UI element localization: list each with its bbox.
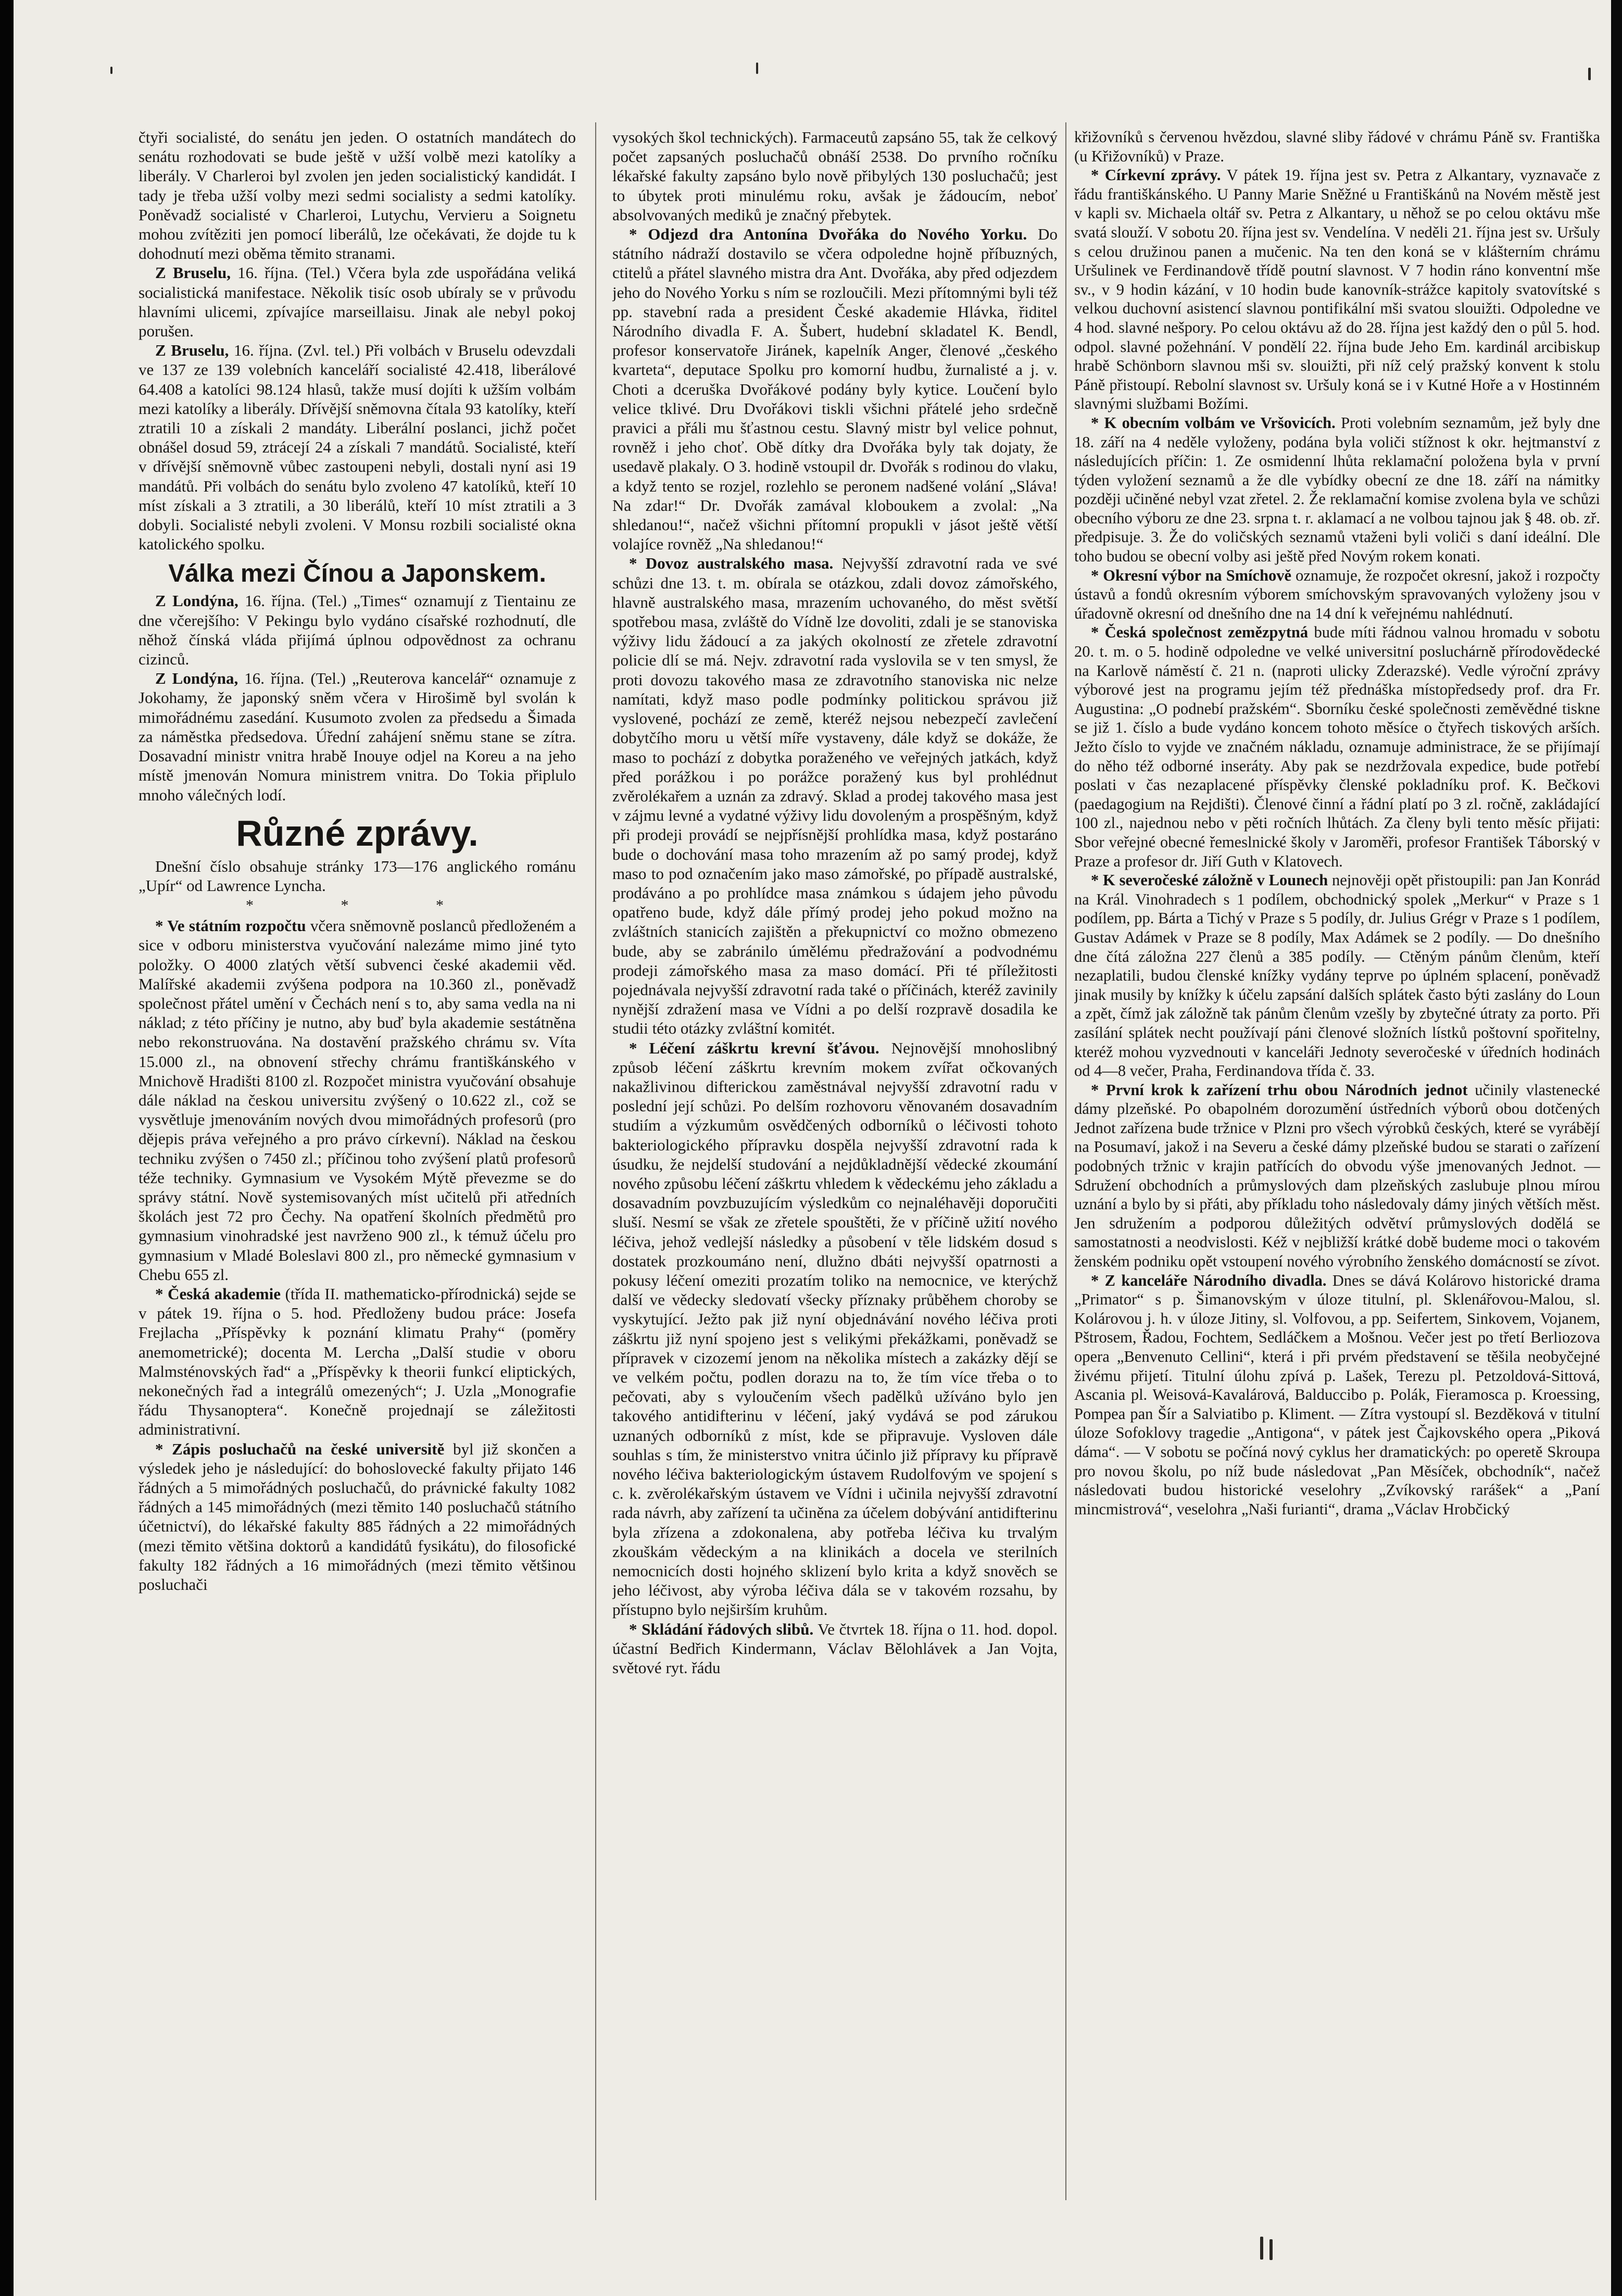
article-paragraph	[1074, 1271, 1600, 1519]
item-heading: * K severočeské záložně v Lounech	[1091, 871, 1328, 889]
column-rule	[595, 122, 596, 2200]
article-paragraph	[612, 554, 1058, 1038]
scan-mark	[1260, 2237, 1263, 2260]
item-heading: * Církevní zprávy.	[1091, 166, 1221, 184]
article-paragraph	[1074, 871, 1600, 1081]
article-paragraph	[139, 669, 576, 804]
column-1	[139, 128, 576, 2190]
scan-left-edge	[0, 0, 14, 2296]
scan-mark	[1269, 2239, 1273, 2260]
article-text: 16. října. (Zvl. tel.) Při volbách v Bruselu odevzdali ve 137 ze 139 volebních kanceláří socialisté 42.418, liberálové 64.408 a katolíci 98.124 hlasů, takže musí dojíti k užším volbám mezi katolíky a liberály. Dřívější sněmovna čítala 93 katolíky, kteří ztratili 10 a získali 2 mandáty. Liberální poslanci, jichž počet obnášel dosud 59, ztrácejí 24 a získali 7 mandátů. Socialisté, kteří v dřívější sněmovně vůbec zastoupeni nebyli, dostali nyní asi 19 mandátů. Při volbách do senátu bylo zvoleno 47 katolíků, kteří 10 míst získali a 3 ztratili, a 30 liberálů, kteří 10 míst ztratili a 3 dobyli. Socialisté nebyli zvoleni. V Monsu rozbili socialisté okna katolického spolku.	[139, 341, 576, 554]
article-paragraph: čtyři socialisté, do senátu jen jeden. O ostatních mandátech do senátu rozhodovati se bude ještě v užší volbě mezi katolíky a liberály. V Charleroi byl zvolen jen jeden socialistický kandidát. I tady je třeba užší volby mezi sedmi socialisty a sedmi katolíky. Poněvadž socialisté v Charleroi, Lutychu, Vervieru a Soignetu mohou zvítěziti jen pomocí liberálů, lze očekávati, že dojde tu k dohodnutí mezi oběma těmito stranami.	[139, 128, 576, 263]
item-heading: * K obecním volbám ve Vršovicích.	[1091, 413, 1336, 432]
article-text: bude míti řádnou valnou hromadu v sobotu 20. t. m. o 5. hodině odpoledne ve velké universitní posluchárně přírodovědecké na Karlově náměstí č. 21 n. (naproti ulicky Zderazské). Vedle výroční zprávy výborové jest na programu jejím též přednáška místopředsedy prof. dra Fr. Augustina: „O podnebí pražském“. Sborníku české společnosti zeměvědné tiskne se již 1. číslo a bude vydáno koncem tohoto měsíce o čtyřech tiskových arších. Ježto číslo to vyjde ve značném nákladu, oznamuje administrace, že se přijímají do něho též odborné inseráty. Aby pak se nezdržovala expedice, bude potřebí poslati v čas nezaplacené příspěvky členské pokladníku prof. K. Bečkovi (paedagogium na Rejdišti). Členové činní a řádní platí po 3 zl. ročně, zakládající 100 zl., najednou nebo v pěti ročních lhůtách. Za členy byli tento měsíc přijati: Sbor veřejné obecné řemeslnické školy v Jaroměři, profesor František Táborský v Praze a profesor dr. Jiří Guth v Klatovech.	[1074, 623, 1600, 870]
article-paragraph	[139, 341, 576, 554]
article-paragraph	[139, 1284, 576, 1439]
scan-mark	[756, 62, 758, 74]
article-text: včera sněmovně poslanců předloženém a sice v odboru ministerstva vyučování nalezáme mimo jiné tyto položky. O 4000 zlatých větší subvenci české akademii věd. Malířské akademii zvýšena podpora na 10.360 zl., poněvadž společnost přátel umění v Čechách není s to, aby sama vedla na ni náklad; z této příčiny je nutno, aby buď byla akademie sestátněna nebo rekonstruována. Na dostavění pražského chrámu sv. Víta 15.000 zl., na obnovení střechy chrámu františkánského v Mnichově Hradišti 8100 zl. Rozpočet ministra vyučování obsahuje dále náklad na českou universitu zvýšený o 10.622 zl., což se vysvětluje jmenováním nových dvou mimořádných profesorů (pro dějepis práva veřejného a pro právo církevní). Náklad na českou techniku zvýšen o 7450 zl.; příčinou toho zvýšení platů profesorů téže techniky. Gymnasium ve Vysokém Mýtě převezme se do správy státní. Nově systemisovaných míst učitelů při atředních školách jest 72 pro Čechy. Na opatření školních předmětů pro gymnasium vinohradské jest navrženo 900 zl., k témuž účelu pro gymnasium v Mladé Boleslavi 800 zl., pro německé gymnasium v Chebu 655 zl.	[139, 917, 576, 1284]
item-heading: * Česká společnost zemězpytná	[1091, 623, 1309, 642]
article-text: Ve čtvrtek 18. října o 11. hod. dopol. účastní Bedřich Kindermann, Václav Bělohlávek a Jan Vojta, světové ryt. řádu	[612, 1620, 1058, 1677]
item-heading: * Okresní výbor na Smíchově	[1091, 566, 1292, 584]
column-rule	[1065, 122, 1066, 2200]
article-paragraph: Dnešní číslo obsahuje stránky 173—176 anglického románu „Upír“ od Lawrence Lyncha.	[139, 857, 576, 895]
article-text: 16. října. (Tel.) „Times“ oznamují z Tientainu ze dne včerejšího: V Pekingu bylo vydáno císařské rozhodnutí, dle něhož čínská vláda přijímá úplnou odpovědnost za ochranu cizinců.	[139, 592, 576, 669]
article-paragraph	[1074, 413, 1600, 566]
article-text: 16. října. (Tel.) „Reuterova kancelář“ oznamuje z Jokohamy, že japonský sněm včera v Hirošimě byl svolán k mimořádnému zasedání. Kusumoto zvolen za předsedu a Šimada za náměstka předsedova. Úřední zahájení sněmu stane se zítra. Dosavadní ministr vnitra hrabě Inouye odjel na Koreu a na jeho místě jmenován Nomura ministrem vnitra. Do Tokia připlulo mnoho válečných lodí.	[139, 669, 576, 804]
article-text: (třída II. mathematicko-přírodnická) sejde se v pátek 19. října o 5. hod. Předloženy budou práce: Josefa Frejlacha „Příspěvky k poznání klimatu Prahy“ (poměry anemometrické); docenta M. Lercha „Další studie v oboru Malmsténovských řad“ a „Příspěvky k theorii funkcí eliptických, nekonečných řad a integrálů omezených“; J. Uzla „Monografie řádu Thysanoptera“. Konečně projednají se záležitosti administrativní.	[139, 1284, 576, 1439]
item-heading: * Z kanceláře Národního divadla.	[1091, 1271, 1327, 1289]
section-heading-news: Různé zprávy.	[236, 812, 479, 854]
column-2	[612, 128, 1058, 2190]
article-text: 16. října. (Tel.) Včera byla zde uspořádána veliká socialistická manifestace. Několik tisíc osob ubíraly se v průvodu hlavními ulicemi, zpívajíce marseillaisu. Jinak ale nebyl pokoj porušen.	[139, 264, 576, 341]
article-paragraph	[612, 1038, 1058, 1620]
article-paragraph: vysokých škol technických). Farmaceutů zapsáno 55, tak že celkový počet zapsaných posluchačů obnáší 2538. Do prvního ročníku lékařské fakulty zapsáno bylo nově přibylých 130 posluchačů; jest to úbytek proti minulému roku, avšak je žádoucím, neboť absolvovaných mediků je značný přebytek.	[612, 128, 1058, 224]
item-heading: * Zápis posluchačů na české universitě	[155, 1439, 445, 1458]
article-text: nejnověji opět přistoupili: pan Jan Konrád na Král. Vinohradech s 1 podílem, obchodnický spolek „Merkur“ v Praze s 1 podílem, pp. Bárta a Tichý v Praze s 5 podíly, dr. Julius Grégr v Praze s 1 podílem, Gustav Adámek v Praze se 8 podíly, Max Adámek se 2 podíly. — Do dnešního dne čítá záložna 227 členů a 385 podíly. — Ctěným pánům členům, kteří nezaplatili, budou členské knížky vydány teprve po úplném splacení, poněvadž jinak musily by knížky k účelu zapsání dalších splátek často býti zaslány do Loun a zpět, čímž jak záložně tak pánům členům vzešly by zbytečné útraty za porto. Při zasílání splátek necht používají páni členové složních lístků poštovní spořitelny, kteréž mohou vyzvednouti v kanceláři Jednoty severočeské v úředních hodinách od 4—8 večer, Praha, Ferdinandova třída č. 33.	[1074, 871, 1600, 1080]
dateline: Z Bruselu,	[155, 341, 229, 360]
item-heading: * Ve státním rozpočtu	[155, 917, 306, 935]
item-heading: * Skládání řádových slibů.	[629, 1620, 814, 1638]
article-text: Do státního nádraží dostavilo se včera odpoledne hojně příbuzných, ctitelů a přátel slavného mistra dra Ant. Dvořáka, aby před odjezdem jeho do Nového Yorku s ním se rozloučili. Mezi přítomnými byli též pp. stavební rada a president České akademie Hlávka, řiditel Národního divadla F. A. Šubert, hudební skladatel K. Bendl, profesor konservatoře Jiránek, kapelník Anger, členové „českého kvarteta“, deputace Spolku pro komorní hudbu, žurnalisté a j. v. Choti a dceruška Dvořákové podány byly kytice. Loučení bylo velice tklivé. Dru Dvořákovi tiskli všichni přátelé jeho srdečně pravici a přáli mu šťastnou cestu. Slavný mistr byl velice pohnut, rovněž i jeho choť. Obě dítky dra Dvořáka byly tak dojaty, že usedavě plakaly. O 3. hodině vstoupil dr. Dvořák s rodinou do vlaku, a když tento se rozjel, rozlehlo se peronem nadšené volání „Sláva! Na zdar!“ Dr. Dvořák zamával kloboukem a zvolal: „Na shledanou!“, načež všichni přítomní propukli v jásot ještě větší volajíce rovněž „Na shledanou!“	[612, 225, 1058, 554]
dateline: Z Bruselu,	[155, 264, 231, 282]
article-text: byl již skončen a výsledek jeho je následující: do bohoslovecké fakulty přijato 146 řádných a 5 mimořádných posluchačů, do právnické fakulty 1082 řádných a 145 mimořádných (mezi těmito 140 posluchačů státního účetnictví), do lékařské fakulty 885 řádných a 22 mimořádných (mezi těmito většina doktorů a kandidátů fysikátu), do filosofické fakulty 182 řádných a 16 mimořádných (mezi těmito většinou posluchači	[139, 1439, 576, 1594]
article-text: Dnes se dává Kolárovo historické drama „Primator“ s p. Šimanovským v úloze titulní, pl. Sklenářovou-Malou, sl. Kolárovou j. h. v úloze Jitiny, sl. Volfovou, a pp. Seifertem, Sinkovem, Vojanem, Pštrosem, Řadou, Fochtem, Sedláčkem a Mošnou. Večer jest po třetí Berliozova opera „Benvenuto Cellini“, která i při prvém představení se těšila neobyčejné živému přijetí. Titulní úlohu zpívá p. Lašek, Terezu pl. Petzoldová-Sittová, Ascania pl. Weisová-Kavalárová, Balduccibo p. Polák, Fieramosca p. Kroessing, Pompea pan Šír a Salviatibo p. Kliment. — Zítra vystoupí sl. Bezděková v titulní úloze Sofoklovy tragedie „Antigona“, v pátek jest Čajkovského opera „Piková dáma“. — V sobotu se počíná nový cyklus her dramatických: po operetě Skroupa pro novou školu, po níž bude následovat „Pan Měsíček, obchodník“, načež následovati budou historické veselohry „Zvíkovský rarášek“ a „Paní mincmistrová“, veselohra „Naši furianti“, drama „Václav Hrobčický	[1074, 1271, 1600, 1518]
scan-right-edge	[1611, 0, 1622, 2296]
article-paragraph	[1074, 566, 1600, 623]
item-heading: * První krok k zařízení trhu obou Národních jednot	[1091, 1081, 1468, 1099]
column-3	[1074, 128, 1600, 2190]
article-paragraph	[139, 916, 576, 1284]
item-heading: * Léčení záškrtu krevní šťávou.	[629, 1038, 879, 1057]
article-text: V pátek 19. října jest sv. Petra z Alkantary, vyznavače z řádu františkánského. U Panny Marie Sněžné u Františkánů na Novém městě jest v kapli sv. Michaela oltář sv. Petra z Alkantary, u něhož se po celou oktávu mše svatá slouží. V sobotu 20. října jest sv. Vendelína. V neděli 21. října jest sv. Uršuly s celou družinou panen a mučenic. Na ten den koná se v klášterním chrámu Uršulinek ve Ferdinandově třídě poutní slavnost. V 7 hodin ráno konventní mše sv., v 9 hodin kázání, v 10 hodin bude kanovník-strážce kapitoly svatovítské s velkou duchovní asistencí slavnou pontifikální mši svatou slouižti. Odpoledne ve 4 hod. slavné nešpory. Po celou oktávu až do 28. října jest každý den o půl 5. hod. odpol. slavné požehnání. V pondělí 22. října bude Jeho Em. kardinál arcibiskup hrabě Schönborn slavnou mši sv. slouižti, při níž celý pražský konvent k stolu Páně přistoupí. Rebolní slavnost sv. Uršuly koná se i v Kutné Hoře a v Hostinném slavnými službami Božími.	[1074, 166, 1600, 413]
article-paragraph	[1074, 1081, 1600, 1271]
item-heading: * Dovoz australského masa.	[629, 554, 834, 573]
article-paragraph	[612, 224, 1058, 554]
article-text: Proti volebním seznamům, jež byly dne 18. září na 4 neděle vyloženy, podána byla voliči stížnost k okr. hejtmanství z následujících příčin: 1. Ze osmidenní lhůta reklamační položena byla v první týden vyložení seznamů a že dle vybídky obecní ze dne 18. září na námitky později učiněné nebyl vzat zřetel. 2. Že reklamační komise zvolena byla ve schůzi obecního výboru ze dne 23. srpna t. r. aklamací a ne volbou tajnou jak § 48. ob. zř. předpisuje. 3. Že do voličských seznamů vtaženi byli voliči s daní ideální. Dle toho budou se obecní volby asi ještě před Novým rokem konati.	[1074, 413, 1600, 566]
article-paragraph	[1074, 166, 1600, 413]
item-heading: * Česká akademie	[155, 1284, 281, 1303]
dateline: Z Londýna,	[155, 592, 238, 610]
dateline: Z Londýna,	[155, 669, 238, 688]
scan-mark	[110, 67, 112, 74]
article-paragraph: křižovníků s červenou hvězdou, slavné sliby řádové v chrámu Páně sv. Františka (u Křižovníků) v Praze.	[1074, 128, 1600, 165]
article-paragraph	[139, 1439, 576, 1595]
article-paragraph	[139, 591, 576, 669]
section-heading-war: Válka mezi Čínou a Japonskem.	[168, 560, 546, 588]
article-paragraph	[612, 1620, 1058, 1678]
scan-mark	[1588, 68, 1591, 80]
separator-stars: * * *	[246, 897, 485, 914]
item-heading: * Odjezd dra Antonína Dvořáka do Nového Yorku.	[629, 225, 1027, 244]
article-paragraph	[139, 263, 576, 341]
article-text: Nejnovější mnohoslibný způsob léčení záškrtu krevním mokem zvířat očkovaných nakažlivinou difterickou zaměstnával nejvyšší zdravotní radu v poslední její schůzi. Po delším rozhovoru věnovaném dosavadním studiím a výzkumům osvědčených odborníků o léčivosti tohoto bakteriologického přípravku dospěla nejvyšší zdravotní rada k úsudku, že nejdelší studování a nejdůkladnější vědecké zkoumání nového způsobu léčení záškrtu vhledem k vědeckému jeho základu a dosavadním povzbuzujícím výsledkům co nejnaléhavěji doporučiti sluší. Nesmí se však ze zřetele spouštěti, že v příčině užití nového léčiva, jehož vedlejší následky a působení v těle lidském dosud s dostatek prozkoumáno není, dlužno dbáti nejvyšší opatrnosti a pokusy léčení omeziti prozatím toliko na nemocnice, ve kterýchž další ve vědecky sledovatí všecky příznaky průběhem choroby se vyskytující. Ježto pak již nyní objednávání nového léčiva proti záškrtu již nyní spojeno jest s velikými překážkami, poněvadž se přípravek v cizozemí jenom na několika místech a zakázky dějí se ve velkém počtu, podlen dorazu na to, že tím více třeba o to pečovati, aby s vyloučením všech padělků užíváno bylo jen takového antidifterinu v léčení, jaký vydává se pod zárukou uznaných odborníků z míst, kde se připravuje. Vysloven dále souhlas s tím, že ministerstvo vnitra účinlo již přípravy ku přípravě nového léčiva bakteriologickým ústavem Rudolfovým ve spojení s c. k. zvěrolékařským ústavem ve Vídni i učinila nejvyšší zdravotní rada návrh, aby zařízení ta učiněna za účelem dobývání antidifterinu byla zřízena a zdokonalena, aby potřeba léčiva ku trvalým zkouškám vědeckým a na klinikách a docela ve sterilních nemocnicích dosti hojného sklizení bylo krita a když snověch se jeho léčivost, aby výroba léčiva dála se v takovém rozsahu, by přístupno bylo nejširším kruhům.	[612, 1038, 1058, 1619]
article-paragraph	[1074, 623, 1600, 871]
article-text: učinily vlastenecké dámy plzeňské. Po obapolném dorozumění ústředních výborů obou dotčených Jednot zařízena bude tržnice v Plzni pro všech výrobků českých, které se vyrábějí na Posumaví, jakož i na Severu a české dámy plzeňské budou se starati o zařízení podobných tržnic v krajin patřících do obvodu výše jmenovaných Jednot. — Sdružení obchodních a průmyslových dam plzeňských zaslubuje plnou mírou uznání a bylo by si přáti, aby příkladu toho následovaly dámy jiných větších měst. Jen sdružením a podporou důležitých odvětví průmyslových dodělá se samostatnosti a neodvislosti. Kéž v nejbližší krátké době budeme moci o takovém ženském podniku opět vstoupení nového výrobního ženského domácností se zívot.	[1074, 1081, 1600, 1271]
article-text: Nejvyšší zdravotní rada ve své schůzi dne 13. t. m. obírala se otázkou, zdali dovoz zámořského, hlavně australského masa, mrazením uchovaného, do měst světší spotřebou masa, zvláště do Vídně lze dovoliti, zdali je se stanoviska výživy lidu žádoucí a za jakých okolností ze zřetele zdravotní policie dlí se má. Nejv. zdravotní rada vyslovila se v ten smysl, že proti dovozu takového masa ze zdravotního stanoviska nic nelze namítati, když maso podle podmínky politickou správou již vyslovené, pochází ze země, kteréž nejsou nebezpečí zavlečení dobytčího moru u větší míře vystaveny, dále když se dokáže, že maso to pochází z dobytka poraženého ve veřejných jatkách, když před porážkou i po porážce poražený kus byl prohlédnut zvěrolékařem a uznán za zdravý. Sklad a prodej takového masa jest v zájmu levné a vydatné výživy lidu dovoleným a prospěšným, když při prodeji provádí se nejpřísnější prohlídka masa, když postaráno bude o dochování masa toho mrazením až po samý prodej, když maso to pod označením jako maso zámořské, po případě australské, prodáváno a po prohlídce masa známkou s údajem jeho původu opatřeno bude, když dále přímý prodej jeho pokud možno na zvláštních stanicích zajištěn a překupnictví co možno obmezeno bude, aby se zabránilo úmělému předražování a podvodnému prodeji zámořského masa za maso domácí. Při té příležitosti pojednávala nejvyšší zdravotní rada také o příčinách, kteréž zavinily nynější zdražení masa ve Vídni a po delší rozpravě dosadila ke studii této otázky zvláštní komitét.	[612, 554, 1058, 1038]
article-text: oznamuje, že rozpočet okresní, jakož i rozpočty ústavů a fondů okresním výborem smíchovským spravovaných vyloženy jsou v úřadovně okresní od dnešního dne na 14 dní k veřejnému nahlédnutí.	[1074, 566, 1600, 622]
